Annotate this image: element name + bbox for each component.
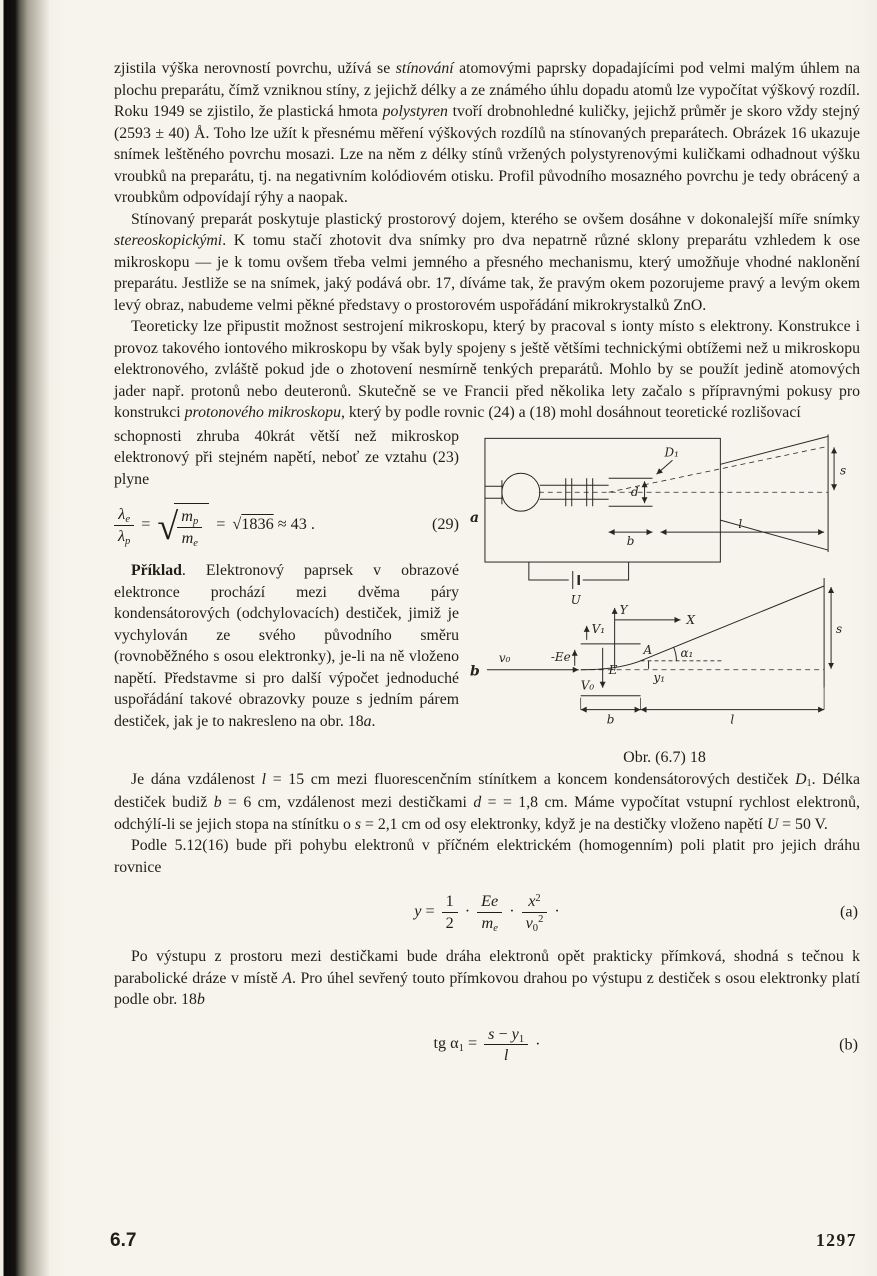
two-column-section xyxy=(114,426,860,769)
figure-electron-tube xyxy=(469,430,860,732)
figure-linework xyxy=(485,434,834,709)
figure-part-a-label: a xyxy=(469,509,480,526)
fraction-ee-me: $\frac{Ee}{m_e}$ xyxy=(477,892,502,932)
equation-29-result: √1836 ≈ 43 . xyxy=(232,515,315,534)
figure-label-alpha1: α₁ xyxy=(680,645,694,660)
equation-a-number: (a) xyxy=(840,902,858,921)
extension-lines xyxy=(581,687,824,709)
paragraph-shadowing: zjistila výška nerovností povrchu, užívá se stínování atomovými paprsky dopadajícími pod velmi malým úhlem na plochu preparátu, čímž vzniknou stíny, z jejichž délky a ze známého úhlu dopadu atomů lze vypočítat výškový rozdíl. Roku 1949 se zjistilo, že plastická hmota polystyren tvoří drobnohledné kuličky, jejichž průměr je skoro vždy stejný (2593 ± 40) Å. Toho lze užít k přesnému měření výškových rozdílů na stínovaných preparátech. Obrázek 16 ukazuje snímek leštěného povrchu mosazi. Lze na něm z délky stínů vržených polystyrenovými kuličkami odhadnout výšku vroubků na preparátu, tj. na negativním kolódiovém otisku. Profil původního mosazného povrchu je tedy obrácený a vroubkům odpovídají rýhy a naopak. xyxy=(114,60,860,206)
figure-label-d: d xyxy=(630,484,639,499)
fraction-s-y1-l: $\frac{s - y_1}{l}$ xyxy=(484,1025,528,1065)
screen-horn xyxy=(720,436,828,550)
equals-sign: = xyxy=(141,515,151,534)
paragraph-exit-path: Po výstupu z prostoru mezi destičkami bude dráha elektronů opět prakticky přímková, shodná s tečnou k parabolické dráze v místě A. Pro úhel sevřený touto přímkovou drahou po výstupu z destiček s osou elektronky platí podle obr. 18b xyxy=(114,948,861,1009)
equation-29-number: (29) xyxy=(432,515,459,534)
figure-labels xyxy=(470,445,846,726)
equation-a-body xyxy=(414,892,559,932)
fraction-x2-v02: $\frac{x^2}{v_0^2}$ xyxy=(522,892,548,932)
fraction-mass: $\frac{m_p}{m_e}$ xyxy=(177,507,202,547)
figure-label-b-b: b xyxy=(606,712,615,727)
equation-29-body xyxy=(114,503,315,547)
equation-b-number: (b) xyxy=(839,1035,858,1054)
book-binding-shadow xyxy=(0,0,50,1276)
figure-label-b-a: b xyxy=(626,533,635,548)
formula-terminal-dot: · xyxy=(554,902,560,921)
page-content xyxy=(114,58,860,1079)
square-root: √ $\frac{m_p}{m_e}$ xyxy=(157,503,209,547)
figure-label-l-a: l xyxy=(738,516,743,531)
paragraph-ion-microscope: Teoreticky lze připustit možnost sestrojení mikroskopu, který by pracoval s ionty místo s elektrony. Konstrukce i provoz takového iontového mikroskopu by však byly spojeny s ještě většími technickými obtížemi než u mikroskopu elektronového, zvláště pokud jde o zhotovení nesmírně tenkých preparátů. Mohlo by se použít jedině atomových jader např. protonů nebo deuteronů. Skutečně se ve Francii před několika lety začalo s přípravnými pokusy pro konstrukci protonového mikroskopu, který by podle rovnic (24) a (18) mohl dosáhnout teoretické rozlišovací xyxy=(114,318,860,421)
d1-leader-arrow xyxy=(657,460,673,474)
figure-label-y1: y₁ xyxy=(653,670,666,685)
left-column xyxy=(114,426,459,769)
paragraph-given-values: Je dána vzdálenost l = 15 cm mezi fluorescenčním stínítkem a koncem kondensátorových destiček $D_1$. Délka destiček budiž b = 6 cm, vzdálenost mezi destičkami d = = 1,8 cm. Máme vypočítat vstupní rychlost elektronů, odchýlí-li se jejich stopa na stínítku o s = 2,1 cm od osy elektronky, když je na destičky vloženo napětí U = 50 V. xyxy=(114,770,860,833)
figure-part-b-label: b xyxy=(469,663,480,680)
equation-b-body xyxy=(434,1025,541,1065)
figure-label-a-point: A xyxy=(643,642,653,657)
equals-sign: = xyxy=(216,515,226,534)
figure-label-v0-plate: V₀ xyxy=(580,678,595,693)
equation-a-lhs: y = xyxy=(414,902,435,921)
paragraph-equation-intro: Podle 5.12(16) bude při pohybu elektronů v příčném elektrickém (homogenním) poli platit pro jejich dráhu rovnice xyxy=(114,837,860,876)
page-number: 1297 xyxy=(816,1230,857,1250)
figure-caption: Obr. (6.7) 18 xyxy=(623,749,706,766)
page-footer xyxy=(110,1230,857,1252)
tube-housing xyxy=(485,438,720,562)
figure-label-e: E xyxy=(608,662,618,677)
tangent-line xyxy=(641,585,825,660)
multiplication-dot: · xyxy=(464,902,471,921)
cathode-leads xyxy=(485,480,502,504)
figure-label-l-b: l xyxy=(730,712,735,727)
fraction-half: $\frac{1}{2}$ xyxy=(442,892,458,932)
figure-label-s-a: s xyxy=(840,462,847,477)
equation-b xyxy=(114,1025,860,1065)
figure-label-v1: V₁ xyxy=(591,621,606,636)
figure-label-d1: D₁ xyxy=(664,444,679,459)
paragraph-example: Příklad. Elektronový paprsek v obrazové elektronce prochází mezi dvěma páry kondensátorových (odchylovacích) destiček, jimiž je vychylován ze svého původního směru (rovnoběžného s osou elektronky), je-li na ně vloženo napětí. Představme si pro další výpočet jednoduché uspořádání takové obrazovky pouze s jedním párem destiček, jak je to nakresleno na obr. 18a. xyxy=(114,562,459,730)
figure-label-y-axis: Y xyxy=(619,602,628,617)
radical-body xyxy=(174,503,209,547)
figure-label-x-axis: X xyxy=(686,612,695,627)
figure-label-minus-ee: -Ee xyxy=(550,649,571,664)
formula-terminal-dot: · xyxy=(535,1035,541,1054)
paragraph-resolution: schopnosti zhruba 40krát větší než mikroskop elektronový při stejném napětí, neboť ze vztahu (23) plyne xyxy=(114,427,459,488)
figure-column xyxy=(469,426,860,769)
equation-a xyxy=(114,892,860,932)
angle-arc xyxy=(673,646,676,660)
section-number: 6.7 xyxy=(110,1230,137,1251)
electron-gun-bulb xyxy=(502,473,540,511)
equation-29 xyxy=(114,503,459,547)
figure-label-v0: v₀ xyxy=(498,650,511,665)
paragraph-stereo: Stínovaný preparát poskytuje plastický prostorový dojem, kterého se ovšem dosáhne v dokonalejší míře snímky stereoskopickými. K tomu stačí zhotovit dva snímky pro dva nepatrně různé sklony preparátu vzhledem k ose mikroskopu — je k tomu ovšem třeba velmi jemného a přesného mechanismu, který umožňuje vhodné naklonění preparátu. Jestliže se na snímek, jaký podává obr. 17, díváme tak, že pravým okem pozorujeme pravý a levým okem levý obraz, nabudeme velmi pěkné představy o prostorovém uspořádání mikrokrystalků ZnO. xyxy=(114,210,860,314)
fraction-lambda: $\frac{\lambda_e}{\lambda_p}$ xyxy=(114,505,134,545)
figure-label-u: U xyxy=(570,592,581,607)
equation-b-lhs: tg $\alpha_1$ = xyxy=(433,1034,478,1055)
figure-label-s-b: s xyxy=(836,621,843,636)
deflected-ray-dashed xyxy=(609,446,828,492)
multiplication-dot: · xyxy=(509,902,515,921)
